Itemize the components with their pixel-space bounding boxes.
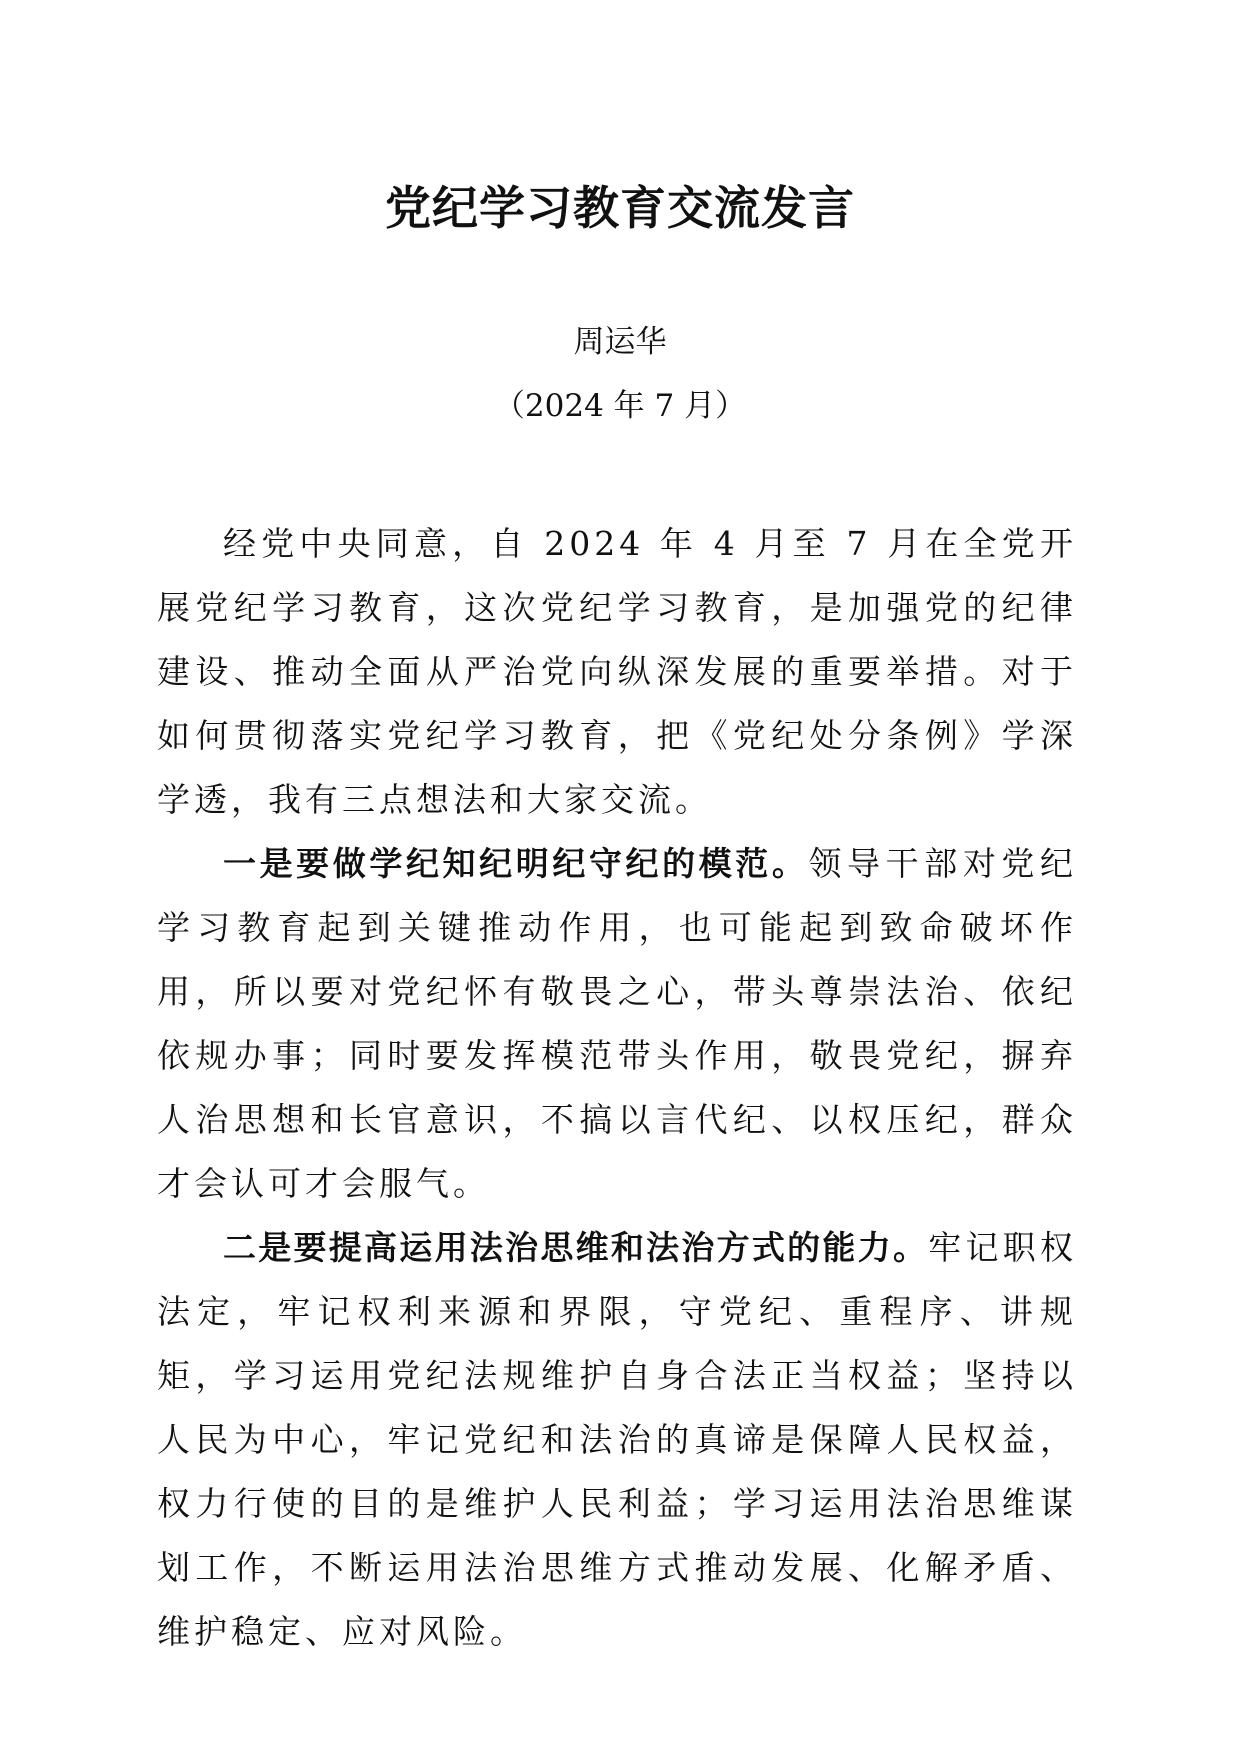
paragraph-text: 经党中央同意，自 2024 年 4 月至 7 月在全党开展党纪学习教育，这次党纪学习教育，是加强党的纪律建设、推动全面从严治党向纵深发展的重要举措。对于如何贯彻落实党纪学习教育，把《党纪处分条例》学深学透，我有三点想法和大家交流。: [157, 524, 1077, 819]
document-date: （2024 年 7 月）: [493, 388, 747, 424]
paragraph-lead: 二是要提高运用法治思维和法治方式的能力。: [223, 1228, 929, 1267]
paragraph-text: 领导干部对党纪学习教育起到关键推动作用，也可能起到致命破坏作用，所以要对党纪怀有敬畏之心，带头尊崇法治、依纪依规办事；同时要发挥模范带头作用，敬畏党纪，摒弃人治思想和长官意识，不搞以言代纪、以权压纪，群众才会认可才会服气。: [157, 844, 1078, 1203]
author-name: 周运华: [573, 324, 667, 360]
document-title: 党纪学习教育交流发言: [385, 181, 855, 235]
paragraph-lead: 一是要做学纪知纪明纪守纪的模范。: [223, 844, 809, 883]
document-body: [157, 512, 1077, 1664]
paragraph-intro: [157, 512, 1077, 832]
paragraph-text: 牢记职权法定，牢记权利来源和界限，守党纪、重程序、讲规矩，学习运用党纪法规维护自身合法正当权益；坚持以人民为中心，牢记党纪和法治的真谛是保障人民权益，权力行使的目的是维护人民利益；学习运用法治思维谋划工作，不断运用法治思维方式推动发展、化解矛盾、维护稳定、应对风险。: [157, 1228, 1078, 1651]
paragraph-point-two: [157, 1216, 1077, 1664]
paragraph-point-one: [157, 832, 1077, 1216]
